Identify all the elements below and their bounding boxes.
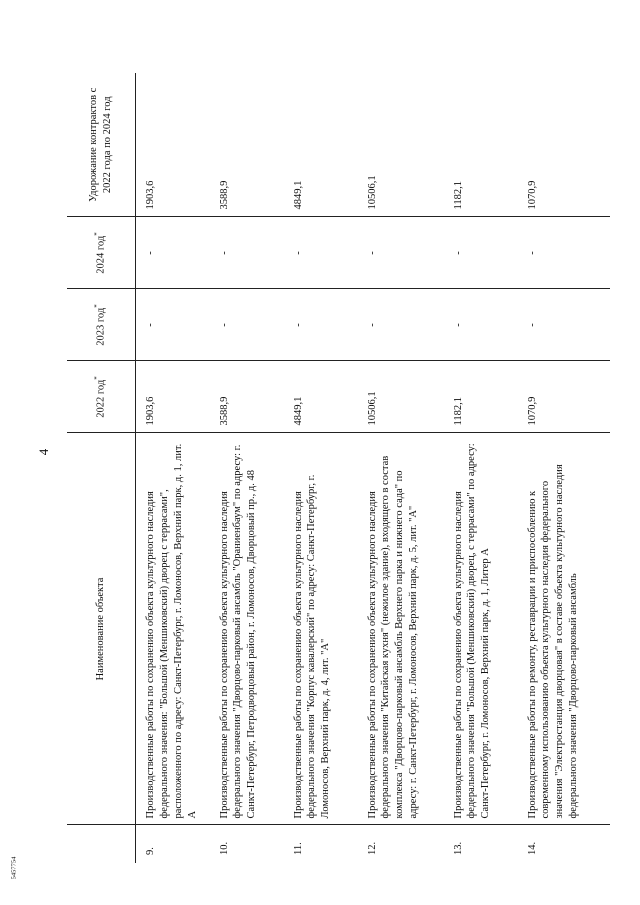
row-cost-increase: 10506,1	[358, 73, 444, 217]
row-cost-increase: 1903,6	[136, 73, 210, 217]
footnote-mark: *	[93, 304, 102, 308]
table-row	[136, 73, 210, 863]
header-cost-increase: Удорожание контрактов с 2022 года по 2024 год	[67, 73, 136, 217]
table-row	[284, 73, 358, 863]
header-year-2023	[67, 289, 136, 361]
objects-table	[67, 73, 610, 863]
footnote-mark: *	[93, 376, 102, 380]
document-code: 5457754	[10, 856, 18, 880]
header-object-name: Наименование объекта	[67, 433, 136, 825]
row-value-2023: -	[518, 289, 610, 361]
row-value-2023: -	[358, 289, 444, 361]
row-value-2022: 1070,9	[518, 361, 610, 433]
row-object-name: Производственные работы по сохранению объекта культурного наследия федерального значения: "Большой (Меншиковский) дворец с террасами", расположенного по адресу: Санкт-Петербург, г. Ломоносов, Верхний парк, д. 1, лит. А	[136, 433, 210, 825]
row-value-2024: -	[284, 217, 358, 289]
table-header-row	[67, 73, 136, 863]
page-number: 4	[36, 448, 51, 456]
row-cost-increase: 1070,9	[518, 73, 610, 217]
row-value-2024: -	[518, 217, 610, 289]
row-number: 10.	[218, 841, 230, 855]
row-number: 13.	[452, 841, 464, 855]
row-cost-increase: 1182,1	[444, 73, 518, 217]
row-object-name: Производственные работы по сохранению объекта культурного наследия федерального значения "Дворцово-парковый ансамбль "Ораниенбаум" по адресу: г. Санкт-Петербург, Петродворцовый район, г. Ломоносов, Дворцовый пр., д. 48	[210, 433, 284, 825]
row-value-2022: 10506,1	[358, 361, 444, 433]
table-row	[444, 73, 518, 863]
row-cost-increase: 3588,9	[210, 73, 284, 217]
row-value-2024: -	[444, 217, 518, 289]
table-row	[518, 73, 610, 863]
row-number: 12.	[366, 841, 378, 855]
header-year-2023-label: 2023 год	[95, 307, 107, 346]
header-year-2022-label: 2022 год	[95, 379, 107, 418]
row-value-2023: -	[444, 289, 518, 361]
row-object-name: Производственные работы по ремонту, реставрации и приспособлению к современному использованию объекта культурного наследия федерального значения "Электростанция дворцовая" в составе объекта культурного наследия федерального значения "Дворцово-парковый ансамбль	[518, 433, 610, 825]
row-object-name: Производственные работы по сохранению объекта культурного наследия федерального значения "Корпус кавалерский" по адресу: Санкт-Петербург, г. Ломоносов, Верхний парк, д. 4, лит. "А"	[284, 433, 358, 825]
row-object-name: Производственные работы по сохранению объекта культурного наследия федерального значения "Большой (Меншиковский) дворец, с террасами" по адресу: Санкт-Петербург, г. Ломоносов, Верхний парк, д. 1, Литер А	[444, 433, 518, 825]
header-year-2024	[67, 217, 136, 289]
row-cost-increase: 4849,1	[284, 73, 358, 217]
header-year-2022	[67, 361, 136, 433]
table-row	[210, 73, 284, 863]
row-value-2023: -	[284, 289, 358, 361]
header-number	[67, 825, 136, 863]
rotated-table-container	[67, 73, 615, 863]
footnote-mark: *	[93, 232, 102, 236]
row-number: 14.	[526, 841, 538, 855]
row-value-2023: -	[210, 289, 284, 361]
row-value-2022: 4849,1	[284, 361, 358, 433]
row-value-2024: -	[136, 217, 210, 289]
row-object-name: Производственные работы по сохранению объекта культурного наследия федерального значения "Китайская кухня" (нежилое здание), входящего в состав комплекса "Дворцово-парковый ансамбль Верхнего парка и нижнего сада" по адресу: г. Санкт-Петербург, г. Ломоносов, Верхний парк, д. 5, лит. "А"	[358, 433, 444, 825]
row-value-2022: 1182,1	[444, 361, 518, 433]
row-value-2023: -	[136, 289, 210, 361]
header-year-2024-label: 2024 год	[95, 235, 107, 274]
row-value-2024: -	[358, 217, 444, 289]
row-value-2022: 3588,9	[210, 361, 284, 433]
row-value-2024: -	[210, 217, 284, 289]
table-row	[358, 73, 444, 863]
row-number: 9.	[145, 847, 156, 855]
row-value-2022: 1903,6	[136, 361, 210, 433]
row-number: 11.	[292, 842, 304, 855]
